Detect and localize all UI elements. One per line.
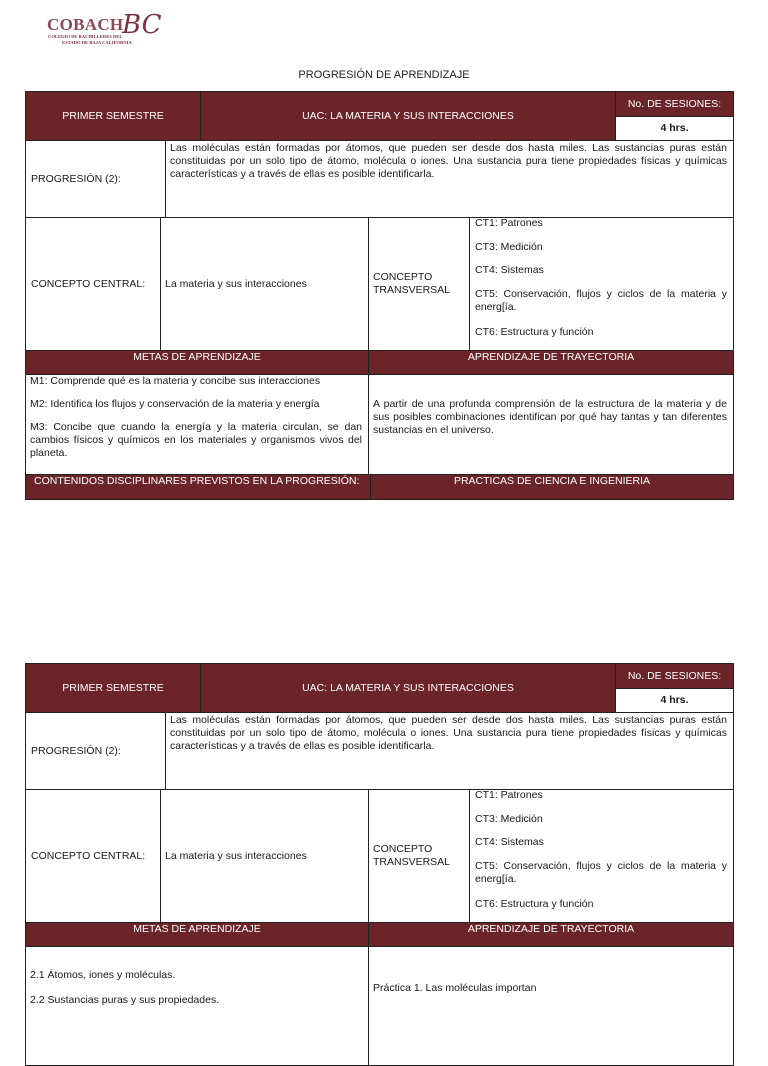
progression-text-cell xyxy=(165,712,734,790)
trajectory-header-cell xyxy=(368,922,734,947)
uac-cell xyxy=(200,91,616,141)
transversal-item: CT1: Patrones xyxy=(475,217,543,229)
contents-header-cell xyxy=(25,474,371,500)
transversal-list-cell xyxy=(469,789,734,923)
progression-table-1 xyxy=(25,91,734,500)
sessions-value-cell xyxy=(615,688,734,713)
goals-header-cell xyxy=(25,922,369,947)
content-item: 2.2 Sustancias puras y sus propiedades. xyxy=(30,994,220,1006)
transversal-item: CT5: Conservación, flujos y ciclos de la materia y energ[ía. xyxy=(475,288,727,313)
transversal-item: CT5: Conservación, flujos y ciclos de la materia y energ[ía. xyxy=(475,860,727,885)
transversal-item: CT4: Sistemas xyxy=(475,836,544,848)
semester-cell xyxy=(25,91,201,141)
practices-header: PRACTICAS DE CIENCIA E INGENIERIA xyxy=(453,475,651,487)
practice-cell xyxy=(368,946,734,1066)
trajectory-cell xyxy=(368,374,734,475)
goals-header: METAS DE APRENDIZAJE xyxy=(133,351,261,363)
sessions-value-cell xyxy=(615,116,734,141)
goals-header: METAS DE APRENDIZAJE xyxy=(133,923,261,935)
logo-word: COBACH xyxy=(47,15,124,34)
transversal-item: CT3: Medición xyxy=(475,813,543,825)
sessions-value: 4 hrs. xyxy=(660,694,689,706)
transversal-label: CONCEPTO TRANSVERSAL xyxy=(373,271,451,296)
uac-label: UAC: LA MATERIA Y SUS INTERACCIONES xyxy=(302,681,514,694)
goals-cell xyxy=(25,374,369,475)
progression-label-cell xyxy=(25,140,166,218)
sessions-label-cell xyxy=(615,663,734,689)
content-item: 2.1 Átomos, iones y moléculas. xyxy=(30,969,176,981)
contents-cell xyxy=(25,946,369,1066)
goal-item: M3: Concibe que cuando la energía y la materia circulan, se dan cambios físicos y químicos en los materiales y organismos vivos del planeta. xyxy=(30,421,362,459)
progression-label: PROGRESIÓN (2): xyxy=(31,744,121,757)
document-title: PROGRESIÓN DE APRENDIZAJE xyxy=(298,69,470,81)
cobach-logo xyxy=(44,10,162,50)
trajectory-header: APRENDIZAJE DE TRAYECTORIA xyxy=(467,923,635,935)
goal-item: M1: Comprende qué es la materia y concibe sus interacciones xyxy=(30,375,321,387)
transversal-item: CT6: Estructura y función xyxy=(475,898,594,910)
uac-cell xyxy=(200,663,616,713)
trajectory-header: APRENDIZAJE DE TRAYECTORIA xyxy=(467,351,635,363)
transversal-label: CONCEPTO TRANSVERSAL xyxy=(373,843,451,868)
transversal-item: CT6: Estructura y función xyxy=(475,326,594,338)
central-concept-label: CONCEPTO CENTRAL: xyxy=(31,277,146,290)
logo-subtitle-line2: ESTADO DE BAJA CALIFORNIA xyxy=(62,40,132,45)
practice-text: Práctica 1. Las moléculas importan xyxy=(373,982,537,994)
logo-script: BC xyxy=(122,10,162,40)
transversal-item: CT1: Patrones xyxy=(475,789,543,801)
logo-subtitle-line1: COLEGIO DE BACHILLERES DEL xyxy=(48,34,123,39)
central-concept-label-cell xyxy=(25,789,161,923)
trajectory-header-cell xyxy=(368,350,734,375)
transversal-label-cell xyxy=(368,789,470,923)
goals-header-cell xyxy=(25,350,369,375)
contents-header: CONTENIDOS DISCIPLINARES PREVISTOS EN LA PROGRESIÓN: xyxy=(34,475,360,487)
semester-label: PRIMER SEMESTRE xyxy=(62,109,164,122)
semester-cell xyxy=(25,663,201,713)
transversal-item: CT3: Medición xyxy=(475,241,543,253)
central-concept-value: La materia y sus interacciones xyxy=(165,849,307,862)
progression-label: PROGRESIÓN (2): xyxy=(31,172,121,185)
transversal-list-cell xyxy=(469,217,734,351)
practices-header-cell xyxy=(370,474,734,500)
trajectory-text: A partir de una profunda comprensión de la estructura de la materia y de sus posibles combinaciones identifican por qué hay tantas y tan diferentes sustancias en el universo. xyxy=(373,398,727,436)
central-concept-value-cell xyxy=(160,217,369,351)
transversal-label-cell xyxy=(368,217,470,351)
progression-label-cell xyxy=(25,712,166,790)
central-concept-label-cell xyxy=(25,217,161,351)
progression-text: Las moléculas están formadas por átomos, que pueden ser desde dos hasta miles. Las sustancias puras están constituidas por un solo tipo de átomo, molécula o iones. Una sustancia pura tiene propiedades físicas y químicas características y a través de ellas es posible identificarla. xyxy=(170,142,727,180)
sessions-label: No. DE SESIONES: xyxy=(627,669,722,682)
progression-text-cell xyxy=(165,140,734,218)
central-concept-value: La materia y sus interacciones xyxy=(165,277,307,290)
sessions-label-cell xyxy=(615,91,734,117)
semester-label: PRIMER SEMESTRE xyxy=(62,681,164,694)
sessions-value: 4 hrs. xyxy=(660,122,689,134)
uac-label: UAC: LA MATERIA Y SUS INTERACCIONES xyxy=(302,109,514,122)
sessions-label: No. DE SESIONES: xyxy=(627,97,722,110)
central-concept-value-cell xyxy=(160,789,369,923)
goal-item: M2: Identifica los flujos y conservación de la materia y energía xyxy=(30,398,320,410)
progression-table-2 xyxy=(25,663,734,1033)
progression-text: Las moléculas están formadas por átomos, que pueden ser desde dos hasta miles. Las sustancias puras están constituidas por un solo tipo de átomo, molécula o iones. Una sustancia pura tiene propiedades físicas y químicas características y a través de ellas es posible identificarla. xyxy=(170,714,727,752)
central-concept-label: CONCEPTO CENTRAL: xyxy=(31,849,146,862)
transversal-item: CT4: Sistemas xyxy=(475,264,544,276)
